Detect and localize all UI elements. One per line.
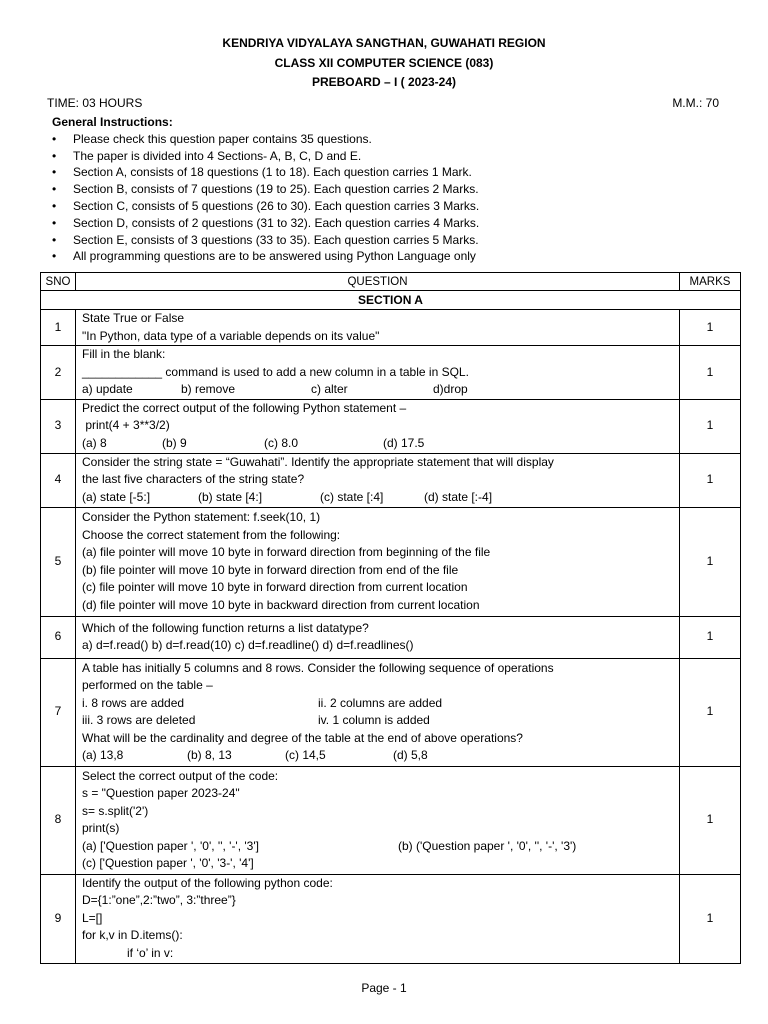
question-line: if ‘o’ in v:	[127, 945, 174, 960]
option: (c) 8.0	[264, 435, 299, 450]
question-line: print(s)	[82, 821, 120, 835]
option: (b) 9	[162, 435, 187, 450]
table-row	[41, 616, 741, 658]
instruction-item: • Please check this question paper contains 35 questions.	[52, 131, 742, 148]
question-line: (c) ['Question paper ', '0', '3-', '4']	[82, 856, 254, 870]
question-table	[40, 272, 741, 964]
question-text	[76, 658, 680, 766]
option: (a) state [-5:]	[82, 489, 151, 504]
option: ii. 2 columns are added	[318, 695, 443, 710]
question-line: (a) file pointer will move 10 byte in forward direction from beginning of the file	[82, 545, 491, 559]
question-line: "In Python, data type of a variable depends on its value"	[82, 328, 380, 343]
marks-header: MARKS	[680, 273, 741, 291]
max-marks-label: M.M.: 70	[672, 96, 719, 110]
question-text	[76, 766, 680, 874]
table-row	[41, 310, 741, 346]
question-marks: 1	[680, 310, 741, 346]
question-number: 9	[41, 874, 76, 963]
question-options	[82, 381, 679, 399]
instructions-list	[52, 131, 742, 265]
question-line: (c) file pointer will move 10 byte in forward direction from current location	[82, 580, 468, 594]
question-line: Select the correct output of the code:	[82, 768, 279, 783]
instructions-title: General Instructions:	[52, 115, 173, 129]
question-line: Consider the string state = “Guwahati”. Identify the appropriate statement that will display	[82, 454, 554, 469]
question-marks: 1	[680, 658, 741, 766]
question-line: ____________ command is used to add a new column in a table in SQL.	[82, 364, 469, 379]
question-header: QUESTION	[76, 273, 680, 291]
question-line: (d) file pointer will move 10 byte in backward direction from current location	[82, 597, 480, 612]
instruction-item: • The paper is divided into 4 Sections- A, B, C, D and E.	[52, 148, 742, 165]
question-line: What will be the cardinality and degree of the table at the end of above operations?	[82, 730, 523, 745]
table-row	[41, 453, 741, 507]
question-number: 5	[41, 507, 76, 616]
table-row	[41, 507, 741, 616]
question-text	[76, 399, 680, 453]
option: (b) ('Question paper ', '0', '', '-', '3')	[398, 838, 577, 853]
question-line: State True or False	[82, 311, 185, 325]
question-number: 2	[41, 346, 76, 400]
question-number: 8	[41, 766, 76, 874]
option: (d) 5,8	[393, 748, 428, 762]
option: a) update	[82, 382, 133, 396]
option: (c) state [:4]	[320, 489, 384, 504]
option: c) alter	[311, 382, 348, 396]
option: b) remove	[181, 382, 236, 396]
question-marks: 1	[680, 346, 741, 400]
header-line-3: PREBOARD – I ( 2023-24)	[311, 75, 457, 89]
option: (a) 8	[82, 435, 107, 450]
question-number: 1	[41, 310, 76, 346]
question-options	[82, 489, 679, 507]
question-text	[76, 616, 680, 658]
time-label: TIME: 03 HOURS	[47, 96, 143, 110]
question-marks: 1	[680, 766, 741, 874]
question-marks: 1	[680, 399, 741, 453]
question-line: a) d=f.read() b) d=f.read(10) c) d=f.readline() d) d=f.readlines()	[82, 638, 414, 652]
question-line: performed on the table –	[82, 678, 213, 692]
question-line: print(4 + 3**3/2)	[82, 418, 170, 433]
question-line: L=[]	[82, 910, 103, 925]
header-line-1: KENDRIYA VIDYALAYA SANGTHAN, GUWAHATI REGION	[222, 36, 546, 50]
question-number: 6	[41, 616, 76, 658]
option: (c) 14,5	[285, 748, 326, 762]
option: (b) state [4:]	[198, 489, 263, 504]
question-line: Fill in the blank:	[82, 347, 166, 361]
table-row	[41, 874, 741, 963]
section-title: SECTION A	[41, 291, 741, 310]
option: iii. 3 rows are deleted	[82, 713, 196, 727]
question-text	[76, 346, 680, 400]
question-marks: 1	[680, 507, 741, 616]
question-line: Choose the correct statement from the following:	[82, 527, 341, 542]
question-options	[82, 435, 679, 453]
sno-header: SNO	[41, 273, 76, 291]
question-number: 3	[41, 399, 76, 453]
instruction-item: • All programming questions are to be answered using Python Language only	[52, 248, 742, 265]
question-line: Consider the Python statement: f.seek(10, 1)	[82, 510, 321, 524]
question-line: Which of the following function returns a list datatype?	[82, 620, 369, 635]
question-line: the last five characters of the string state?	[82, 472, 305, 487]
instruction-item: • Section B, consists of 7 questions (19 to 25). Each question carries 2 Marks.	[52, 181, 742, 198]
option: (a) ['Question paper ', '0', '', '-', '3']	[82, 838, 259, 853]
option: (d) state [:-4]	[424, 489, 493, 504]
question-line: Identify the output of the following python code:	[82, 875, 333, 890]
question-options	[82, 838, 679, 856]
question-line: s= s.split('2')	[82, 803, 149, 818]
page-number: Page - 1	[361, 981, 407, 995]
question-options	[82, 712, 679, 730]
option: iv. 1 column is added	[318, 713, 430, 727]
general-instructions	[52, 114, 742, 265]
option: (b) 8, 13	[187, 748, 232, 762]
question-marks: 1	[680, 616, 741, 658]
question-text	[76, 310, 680, 346]
question-line: Predict the correct output of the following Python statement –	[82, 400, 407, 415]
question-text	[76, 453, 680, 507]
question-number: 7	[41, 658, 76, 766]
table-row	[41, 399, 741, 453]
question-line: s = "Question paper 2023-24"	[82, 786, 240, 800]
table-row	[41, 766, 741, 874]
paper-meta	[47, 96, 719, 110]
instruction-item: • Section A, consists of 18 questions (1 to 18). Each question carries 1 Mark.	[52, 164, 742, 181]
table-row	[41, 658, 741, 766]
instruction-item: • Section E, consists of 3 questions (33 to 35). Each question carries 5 Marks.	[52, 232, 742, 249]
question-text	[76, 507, 680, 616]
question-line: (b) file pointer will move 10 byte in forward direction from end of the file	[82, 562, 459, 577]
question-number: 4	[41, 453, 76, 507]
question-line: A table has initially 5 columns and 8 rows. Consider the following sequence of operations	[82, 660, 554, 675]
option: d)drop	[433, 382, 468, 396]
question-text	[76, 874, 680, 963]
option: i. 8 rows are added	[82, 695, 185, 710]
section-row	[41, 291, 741, 310]
instruction-item: • Section C, consists of 5 questions (26 to 30). Each question carries 3 Marks.	[52, 198, 742, 215]
question-line: for k,v in D.items():	[82, 928, 183, 942]
header-line-2: CLASS XII COMPUTER SCIENCE (083)	[274, 56, 494, 70]
question-line: D={1:”one”,2:”two”, 3:”three”}	[82, 893, 236, 907]
question-options	[82, 747, 679, 765]
question-options	[82, 695, 679, 713]
instruction-item: • Section D, consists of 2 questions (31 to 32). Each question carries 4 Marks.	[52, 215, 742, 232]
option: (d) 17.5	[383, 435, 425, 450]
question-marks: 1	[680, 453, 741, 507]
table-header-row	[41, 273, 741, 291]
table-row	[41, 346, 741, 400]
question-marks: 1	[680, 874, 741, 963]
option: (a) 13,8	[82, 748, 124, 762]
